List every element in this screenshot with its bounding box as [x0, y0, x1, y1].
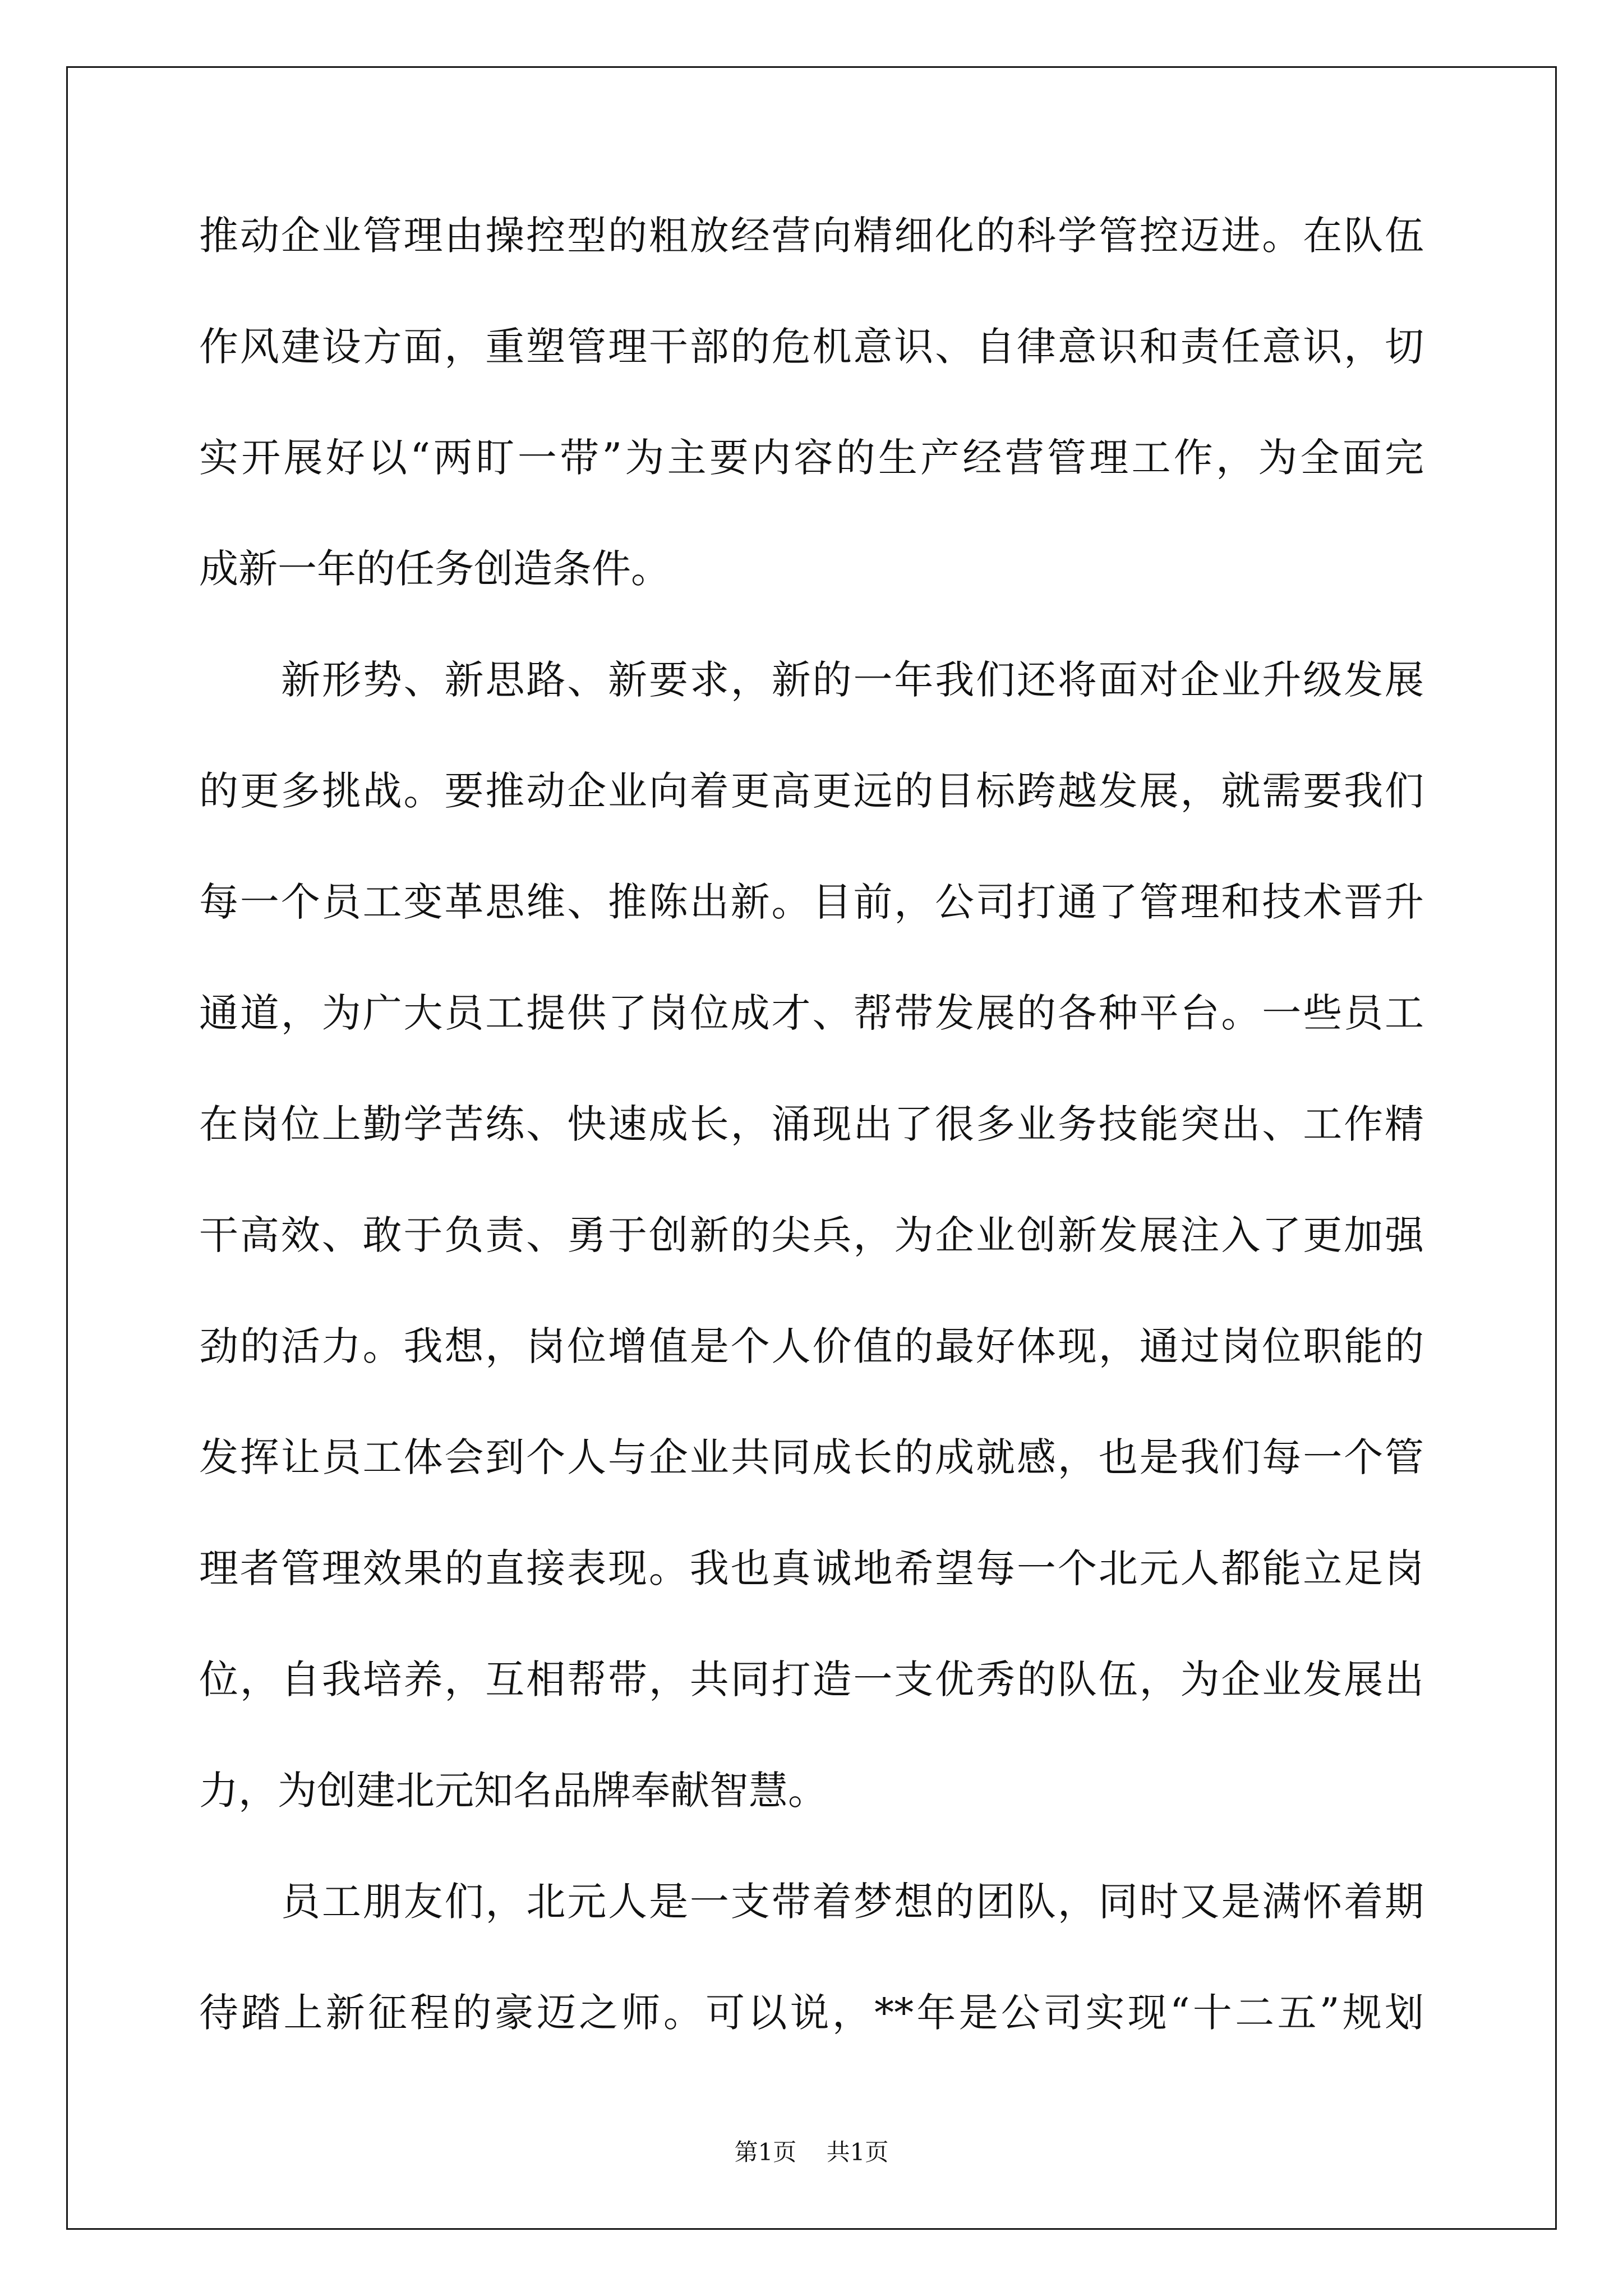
text-line: 的更多挑战。要推动企业向着更高更远的目标跨越发展，就需要我们 — [199, 768, 1424, 814]
paragraph-first-line: 员工朋友们，北元人是一支带着梦想的团队，同时又是满怀着期 — [281, 1879, 1424, 1925]
text-line: 实开展好以“两盯一带”为主要内容的生产经营管理工作，为全面完 — [199, 435, 1424, 481]
paragraph-first-line: 新形势、新思路、新要求，新的一年我们还将面对企业升级发展 — [281, 657, 1424, 703]
text-line: 通道，为广大员工提供了岗位成才、帮带发展的各种平台。一些员工 — [199, 990, 1424, 1036]
text-line: 发挥让员工体会到个人与企业共同成长的成就感，也是我们每一个管 — [199, 1434, 1424, 1480]
text-line: 位，自我培养，互相帮带，共同打造一支优秀的队伍，为企业发展出 — [199, 1657, 1424, 1703]
text-line: 干高效、敢于负责、勇于创新的尖兵，为企业创新发展注入了更加强 — [199, 1212, 1424, 1258]
text-line: 在岗位上勤学苦练、快速成长，涌现出了很多业务技能突出、工作精 — [199, 1101, 1424, 1147]
page-number-footer: 第1页 共1页 — [734, 2138, 889, 2166]
text-line: 待踏上新征程的豪迈之师。可以说，**年是公司实现“十二五”规划 — [199, 1990, 1424, 2036]
text-line: 推动企业管理由操控型的粗放经营向精细化的科学管控迈进。在队伍 — [199, 213, 1424, 259]
text-line: 力，为创建北元知名品牌奉献智慧。 — [199, 1768, 827, 1814]
text-line: 成新一年的任务创造条件。 — [199, 546, 670, 592]
text-line: 每一个员工变革思维、推陈出新。目前，公司打通了管理和技术晋升 — [199, 879, 1424, 925]
text-line: 理者管理效果的直接表现。我也真诚地希望每一个北元人都能立足岗 — [199, 1545, 1424, 1591]
text-line: 作风建设方面，重塑管理干部的危机意识、自律意识和责任意识，切 — [199, 324, 1424, 370]
text-line: 劲的活力。我想，岗位增值是个人价值的最好体现，通过岗位职能的 — [199, 1323, 1424, 1369]
